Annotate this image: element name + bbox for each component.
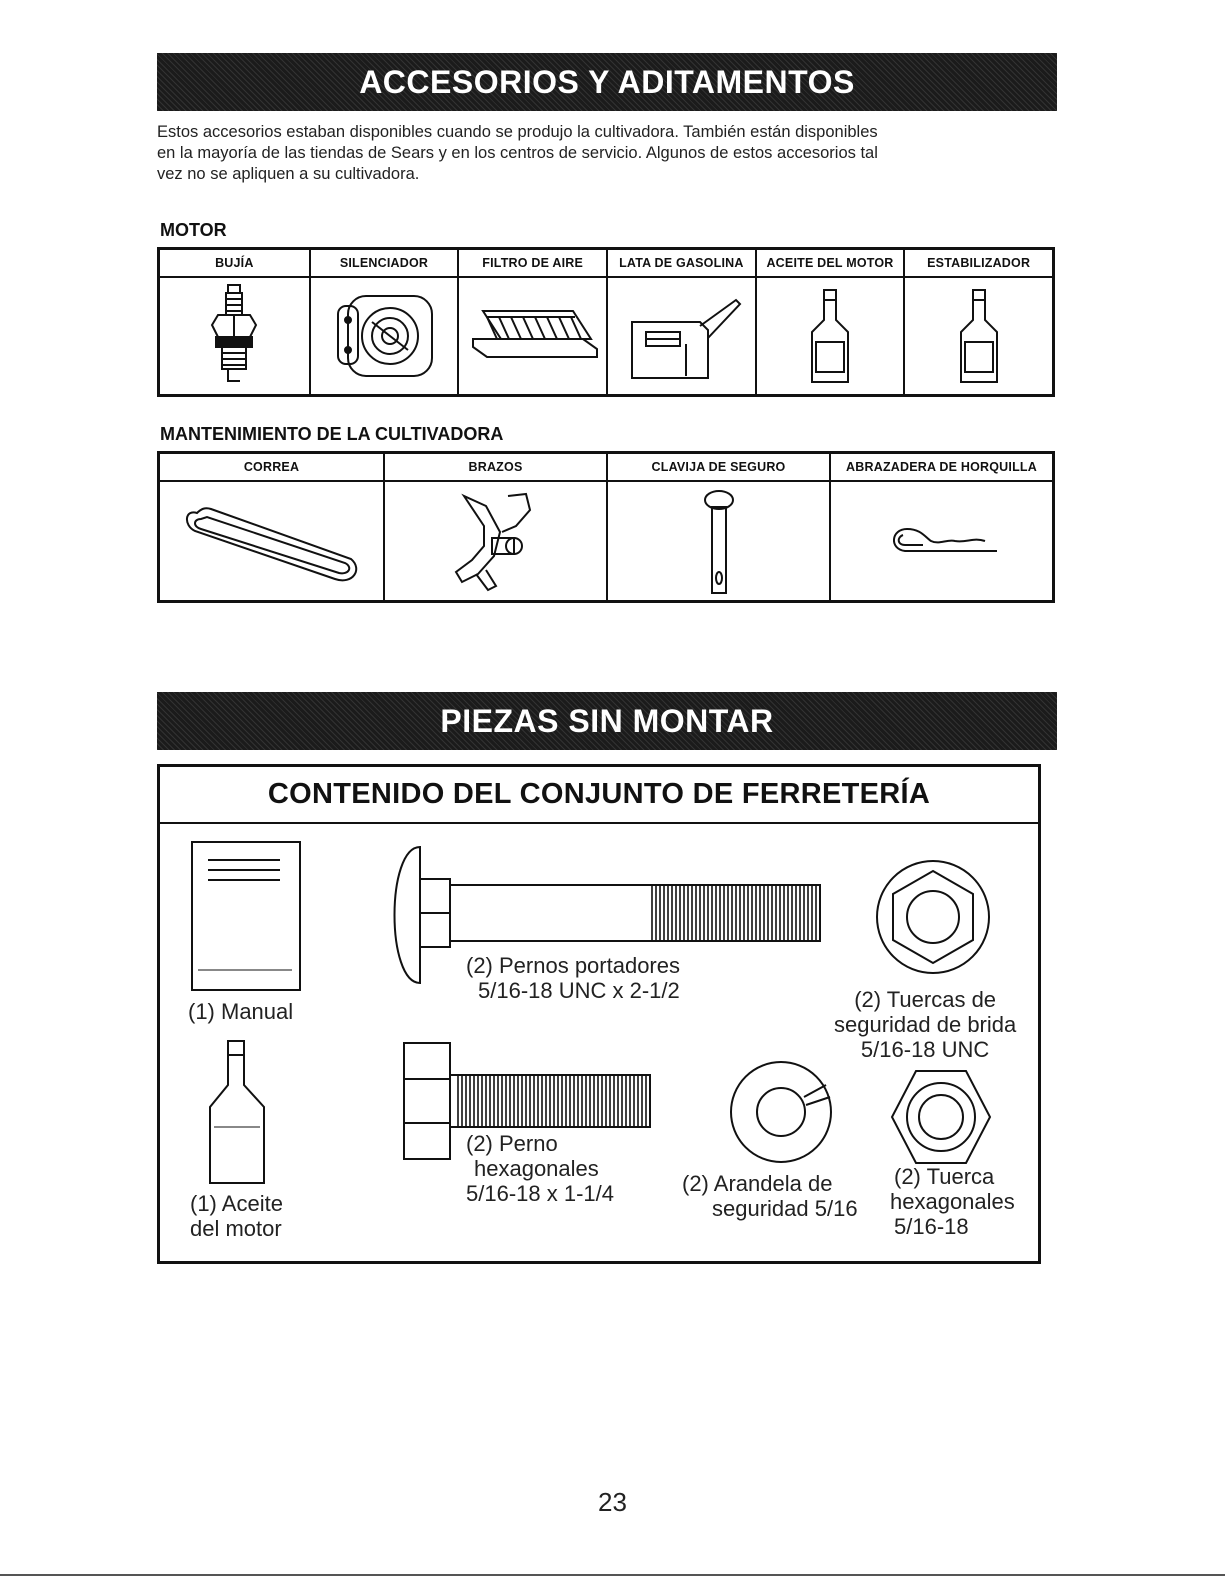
- mant-cell-clavija: [606, 454, 829, 600]
- intro-line: vez no se apliquen a su cultivadora.: [157, 165, 420, 183]
- motor-cell-filtro: [457, 250, 606, 394]
- bottom-rule: [0, 1574, 1225, 1576]
- mant-cell-abrazadera: [829, 454, 1052, 600]
- mantenimiento-table: [157, 451, 1055, 603]
- accesorios-banner: ACCESORIOS Y ADITAMENTOS: [157, 53, 1057, 111]
- page-number: 23: [598, 1487, 627, 1517]
- mant-cell-brazos: [383, 454, 606, 600]
- cell-label: SILENCIADOR: [311, 250, 458, 278]
- motor-accessories-table: [157, 247, 1055, 397]
- muffler-icon: [324, 286, 444, 386]
- gas-can-icon: [616, 286, 746, 386]
- hardware-pack-box: [157, 764, 1041, 1264]
- mantenimiento-heading: MANTENIMIENTO DE LA CULTIVADORA: [160, 424, 504, 444]
- hairpin-clip-icon: [877, 511, 1007, 571]
- flange-nut-icon: [873, 857, 993, 977]
- lock-washer-label: (2) Arandela de seguridad 5/16: [682, 1171, 858, 1221]
- cell-label: ABRAZADERA DE HORQUILLA: [831, 454, 1052, 482]
- air-filter-icon: [463, 301, 603, 371]
- cell-label: LATA DE GASOLINA: [608, 250, 755, 278]
- manual-label: (1) Manual: [188, 999, 294, 1024]
- intro-line: en la mayoría de las tiendas de Sears y en los centros de servicio. Algunos de estos accesorios tal: [157, 144, 878, 162]
- cell-label: ACEITE DEL MOTOR: [757, 250, 904, 278]
- clevis-pin-icon: [689, 486, 749, 596]
- cell-label: CORREA: [160, 454, 383, 482]
- belt-icon: [177, 491, 367, 591]
- stabilizer-bottle-icon: [949, 286, 1009, 386]
- engine-oil-bottle-icon: [202, 1037, 272, 1187]
- piezas-banner: PIEZAS SIN MONTAR: [157, 692, 1057, 750]
- hardware-title: CONTENIDO DEL CONJUNTO DE FERRETERÍA: [160, 767, 1038, 824]
- motor-heading: MOTOR: [160, 220, 227, 240]
- cell-label: BRAZOS: [385, 454, 606, 482]
- oil-bottle-icon: [800, 286, 860, 386]
- motor-cell-lata: [606, 250, 755, 394]
- hex-bolt-label: (2) Perno hexagonales 5/16-18 x 1-1/4: [466, 1131, 614, 1206]
- motor-cell-aceite: [755, 250, 904, 394]
- flange-nut-label: (2) Tuercas de seguridad de brida 5/16-18 UNC: [834, 987, 1017, 1062]
- motor-cell-bujia: [160, 250, 309, 394]
- hex-nut-icon: [886, 1067, 996, 1167]
- cell-label: ESTABILIZADOR: [905, 250, 1052, 278]
- cell-label: BUJÍA: [160, 250, 309, 278]
- intro-paragraph: [157, 122, 1062, 185]
- tine-icon: [436, 486, 556, 596]
- cell-label: FILTRO DE AIRE: [459, 250, 606, 278]
- lock-washer-icon: [726, 1057, 836, 1167]
- spark-plug-icon: [204, 281, 264, 391]
- hex-nut-label: (2) Tuerca hexagonales 5/16-18: [890, 1164, 1015, 1239]
- aceite-label: (1) Aceite del motor: [190, 1191, 283, 1241]
- intro-line: Estos accesorios estaban disponibles cuando se produjo la cultivadora. También están disponibles: [157, 123, 878, 141]
- mant-cell-correa: [160, 454, 383, 600]
- motor-cell-estabilizador: [903, 250, 1052, 394]
- motor-cell-silenciador: [309, 250, 458, 394]
- cell-label: CLAVIJA DE SEGURO: [608, 454, 829, 482]
- manual-icon: [188, 834, 308, 994]
- carriage-bolt-label: (2) Pernos portadores 5/16-18 UNC x 2-1/2: [466, 953, 680, 1003]
